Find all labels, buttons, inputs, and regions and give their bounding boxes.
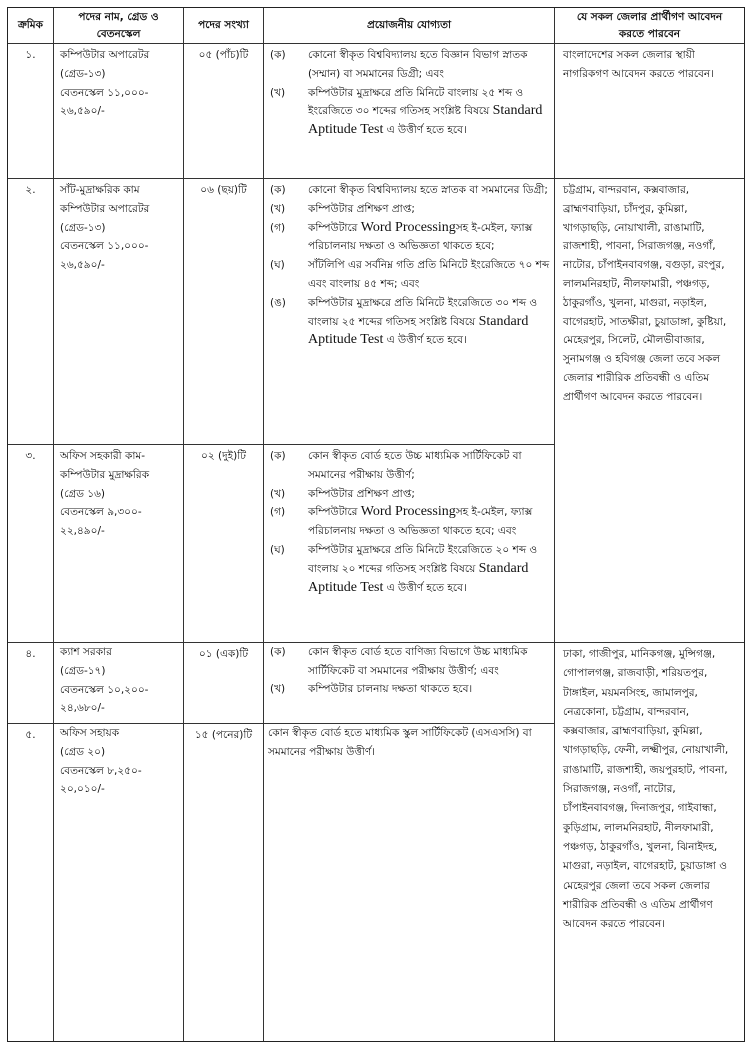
qualification-item bbox=[268, 485, 550, 504]
item-label: (খ) bbox=[270, 683, 286, 695]
item-text: কম্পিউটার প্রশিক্ষণ প্রাপ্ত; bbox=[308, 202, 415, 215]
qualification-item bbox=[268, 503, 550, 541]
post-line: (গ্রেড ২০) bbox=[60, 745, 106, 758]
row-4-count: ০১ (এক)টি bbox=[184, 643, 264, 724]
post-line: কম্পিউটার মুদ্রাক্ষরিক bbox=[60, 468, 150, 481]
item-label: (ক) bbox=[270, 49, 286, 61]
post-line: ২৬,৫৯০/- bbox=[60, 105, 105, 118]
item-text-english: Standard Aptitude Test bbox=[308, 560, 529, 595]
item-text: কোন স্বীকৃত বোর্ড হতে বাণিজ্য বিভাগে উচ্চ মাধ্যমিক সার্টিফিকেট বা সমমানের পরীক্ষায় উত্তীর্ণ; এবং bbox=[308, 646, 528, 677]
item-text-english: Standard Aptitude Test bbox=[308, 313, 529, 348]
item-label: (ঙ) bbox=[270, 296, 286, 309]
item-text: কোন স্বীকৃত বোর্ড হতে উচ্চ মাধ্যমিক সার্টিফিকেট বা সমমানের পরীক্ষায় উত্তীর্ণ; bbox=[308, 450, 522, 481]
item-text: কম্পিউটার মুদ্রাক্ষরে প্রতি মিনিটে ইংরেজিতে ২০ শব্দ ও বাংলায় ২০ শব্দের গতিসহ সংশ্লিষ্ট বিষয়ে bbox=[308, 543, 538, 575]
row-3-post-name bbox=[54, 445, 184, 643]
item-label: (খ) bbox=[270, 487, 286, 500]
qualification-item bbox=[268, 219, 550, 257]
qualification-item bbox=[268, 46, 550, 84]
item-text: সহ ই-মেইল, ফ্যাক্স পরিচালনায় দক্ষতা ও অভিজ্ঞতা থাকতে হবে; এবং bbox=[308, 506, 533, 538]
post-line: কম্পিউটার অপারেটর bbox=[60, 49, 150, 61]
item-text: কম্পিউটারে bbox=[308, 221, 361, 234]
item-text: কম্পিউটার মুদ্রাক্ষরে প্রতি মিনিটে বাংলায় ২৫ শব্দ ও ইংরেজিতে ৩০ শব্দের গতিসহ সংশ্লিষ্ট বিষয়ে bbox=[308, 86, 524, 118]
row-5-qualification: কোন স্বীকৃত বোর্ড হতে মাধ্যমিক স্কুল সার্টিফিকেট (এসএসসি) বা সমমানের পরীক্ষায় উত্তীর্ণ। bbox=[264, 724, 555, 1041]
post-line: (গ্রেড-১৭) bbox=[60, 664, 106, 677]
item-label: (ঘ) bbox=[270, 259, 285, 272]
row-4-post-name bbox=[54, 643, 184, 724]
qualification-item bbox=[268, 541, 550, 597]
item-text: কম্পিউটার মুদ্রাক্ষরে প্রতি মিনিটে ইংরেজিতে ৩০ শব্দ ও বাংলায় ২৫ শব্দের গতিসহ সংশ্লিষ্ট বিষয়ে bbox=[308, 296, 538, 328]
row-5-count: ১৫ (পনের)টি bbox=[184, 724, 264, 1041]
post-line: ২৬,৫৯০/- bbox=[60, 259, 105, 272]
header-serial: ক্রমিক bbox=[8, 8, 54, 44]
post-line: ২৪,৬৮০/- bbox=[60, 702, 105, 715]
item-text: সাঁটলিপি এর সর্বনিম্ন গতি প্রতি মিনিটে ইংরেজিতে ৭০ শব্দ এবং বাংলায় ৪৫ শব্দ; এবং bbox=[308, 259, 550, 290]
post-line: কম্পিউটার অপারেটর bbox=[60, 202, 150, 215]
post-line: বেতনস্কেল ৯,৩০০- bbox=[60, 506, 142, 519]
row-4-qualification bbox=[264, 643, 555, 724]
row-1-post-name bbox=[54, 44, 184, 179]
row-1-serial: ১. bbox=[8, 44, 54, 179]
row-3-qualification bbox=[264, 445, 555, 643]
post-line: বেতনস্কেল ১১,০০০- bbox=[60, 86, 149, 99]
item-text: কম্পিউটার চালনায় দক্ষতা থাকতে হবে। bbox=[308, 683, 473, 695]
post-line: বেতনস্কেল ১০,২০০- bbox=[60, 683, 149, 696]
post-line: সাঁট-মুদ্রাক্ষরিক কাম bbox=[60, 184, 140, 196]
item-text: কোনো স্বীকৃত বিশ্ববিদ্যালয় হতে বিজ্ঞান বিভাগ স্নাতক (সম্মান) বা সমমানের ডিগ্রী; এবং bbox=[308, 49, 528, 80]
item-label: (ক) bbox=[270, 184, 286, 196]
item-text: কম্পিউটারে bbox=[308, 506, 361, 519]
header-districts: যে সকল জেলার প্রার্থীগণ আবেদন করতে পারবেন bbox=[555, 8, 744, 44]
post-line: ক্যাশ সরকার bbox=[60, 646, 112, 658]
item-text-english: Word Processing bbox=[360, 219, 456, 235]
row-1-qualification bbox=[264, 44, 555, 179]
qualification-item bbox=[268, 447, 550, 485]
item-text: এ উত্তীর্ণ হতে হবে। bbox=[383, 124, 467, 137]
row-3-serial: ৩. bbox=[8, 445, 54, 643]
row-4-serial: ৪. bbox=[8, 643, 54, 724]
item-text: সহ ই-মেইল, ফ্যাক্স পরিচালনায় দক্ষতা ও অভিজ্ঞতা থাকতে হবে; bbox=[308, 221, 533, 253]
item-label: (গ) bbox=[270, 506, 286, 519]
item-label: (ঘ) bbox=[270, 543, 285, 556]
row-5-post-name bbox=[54, 724, 184, 1041]
post-line: বেতনস্কেল ১১,০০০- bbox=[60, 240, 149, 253]
row-2-post-name bbox=[54, 179, 184, 445]
item-label: (ক) bbox=[270, 646, 286, 658]
row-2-qualification bbox=[264, 179, 555, 445]
post-line: অফিস সহকারী কাম- bbox=[60, 450, 146, 462]
job-circular-table bbox=[7, 7, 745, 1042]
qualification-item bbox=[268, 294, 550, 350]
item-text: কোনো স্বীকৃত বিশ্ববিদ্যালয় হতে স্নাতক বা সমমানের ডিগ্রী; bbox=[308, 184, 548, 196]
qualification-item bbox=[268, 680, 550, 699]
post-line: ২০,০১০/- bbox=[60, 783, 105, 796]
row-1-count: ০৫ (পাঁচ)টি bbox=[184, 44, 264, 179]
row-3-count: ০২ (দুই)টি bbox=[184, 445, 264, 643]
qualification-item bbox=[268, 181, 550, 200]
item-label: (খ) bbox=[270, 202, 286, 215]
item-label: (খ) bbox=[270, 86, 286, 99]
item-label: (গ) bbox=[270, 221, 286, 234]
item-label: (ক) bbox=[270, 450, 286, 462]
row-2-count: ০৬ (ছয়)টি bbox=[184, 179, 264, 445]
row-2-serial: ২. bbox=[8, 179, 54, 445]
qualification-item bbox=[268, 200, 550, 219]
post-line: অফিস সহায়ক bbox=[60, 727, 120, 739]
item-text: এ উত্তীর্ণ হতে হবে। bbox=[383, 334, 467, 347]
header-post-count: পদের সংখ্যা bbox=[184, 8, 264, 44]
row-4-5-districts: ঢাকা, গাজীপুর, মানিকগঞ্জ, মুন্সিগঞ্জ, গোপালগঞ্জ, রাজবাড়ী, শরিয়তপুর, টাঙ্গাইল, ময়মনসিংহ, জামালপুর, নেত্রকোনা, চট্টগ্রাম, বান্দরবান, কক্সবাজার, ব্রাহ্মণবাড়িয়া, কুমিল্লা, খাগড়াছড়ি, ফেনী, লক্ষ্মীপুর, নোয়াখালী, রাঙামাটি, রাজশাহী, জয়পুরহাট, পাবনা, সিরাজগঞ্জ, নওগাঁ, নাটোর, চাঁপাইনবাবগঞ্জ, দিনাজপুর, গাইবান্ধা, কুড়িগ্রাম, লালমনিরহাট, নীলফামারী, পঞ্চগড়, ঠাকুরগাঁও, খুলনা, ঝিনাইদহ, মাগুরা, নড়াইল, বাগেরহাট, চুয়াডাঙ্গা ও মেহেরপুর জেলা তবে সকল জেলার শারীরিক প্রতিবন্ধী ও এতিম প্রার্থীগণ আবেদন করতে পারবেন। bbox=[563, 648, 729, 931]
qualification-item bbox=[268, 643, 550, 680]
post-line: ২২,৪৯০/- bbox=[60, 525, 105, 538]
item-text: এ উত্তীর্ণ হতে হবে। bbox=[383, 581, 467, 594]
post-line: (গ্রেড-১৩) bbox=[60, 221, 106, 234]
row-2-3-districts: চট্টগ্রাম, বান্দরবান, কক্সবাজার, ব্রাহ্মণবাড়িয়া, চাঁদপুর, কুমিল্লা, খাগড়াছড়ি, নোয়াখালী, রাঙামাটি, রাজশাহী, পাবনা, সিরাজগঞ্জ, নওগাঁ, নাটোর, চাঁপাইনবাবগঞ্জ, বগুড়া, রংপুর, লালমনিরহাট, নীলফামারী, পঞ্চগড়, ঠাকুরগাঁও, খুলনা, মাগুরা, নড়াইল, বাগেরহাট, সাতক্ষীরা, চুয়াডাঙ্গা, কুষ্টিয়া, মেহেরপুর, সিলেট, মৌলভীবাজার, সুনামগঞ্জ ও হবিগঞ্জ জেলা তবে সকল জেলার শারীরিক প্রতিবন্ধী ও এতিম প্রার্থীগণ আবেদন করতে পারবেন। bbox=[555, 179, 744, 643]
item-text: কম্পিউটার প্রশিক্ষণ প্রাপ্ত; bbox=[308, 487, 415, 500]
item-text-english: Word Processing bbox=[360, 504, 456, 520]
qualification-item bbox=[268, 256, 550, 294]
qualification-item bbox=[268, 84, 550, 140]
post-line: বেতনস্কেল ৮,২৫০- bbox=[60, 764, 142, 777]
header-post-name: পদের নাম, গ্রেড ও বেতনস্কেল bbox=[54, 8, 184, 44]
row-5-serial: ৫. bbox=[8, 724, 54, 1041]
post-line: (গ্রেড ১৬) bbox=[60, 487, 106, 500]
row-1-districts: বাংলাদেশের সকল জেলার স্থায়ী নাগরিকগণ আবেদন করতে পারবেন। bbox=[555, 44, 744, 179]
header-qualification: প্রয়োজনীয় যোগ্যতা bbox=[264, 8, 555, 44]
post-line: (গ্রেড-১৩) bbox=[60, 67, 106, 80]
item-text-english: Standard Aptitude Test bbox=[308, 103, 543, 138]
